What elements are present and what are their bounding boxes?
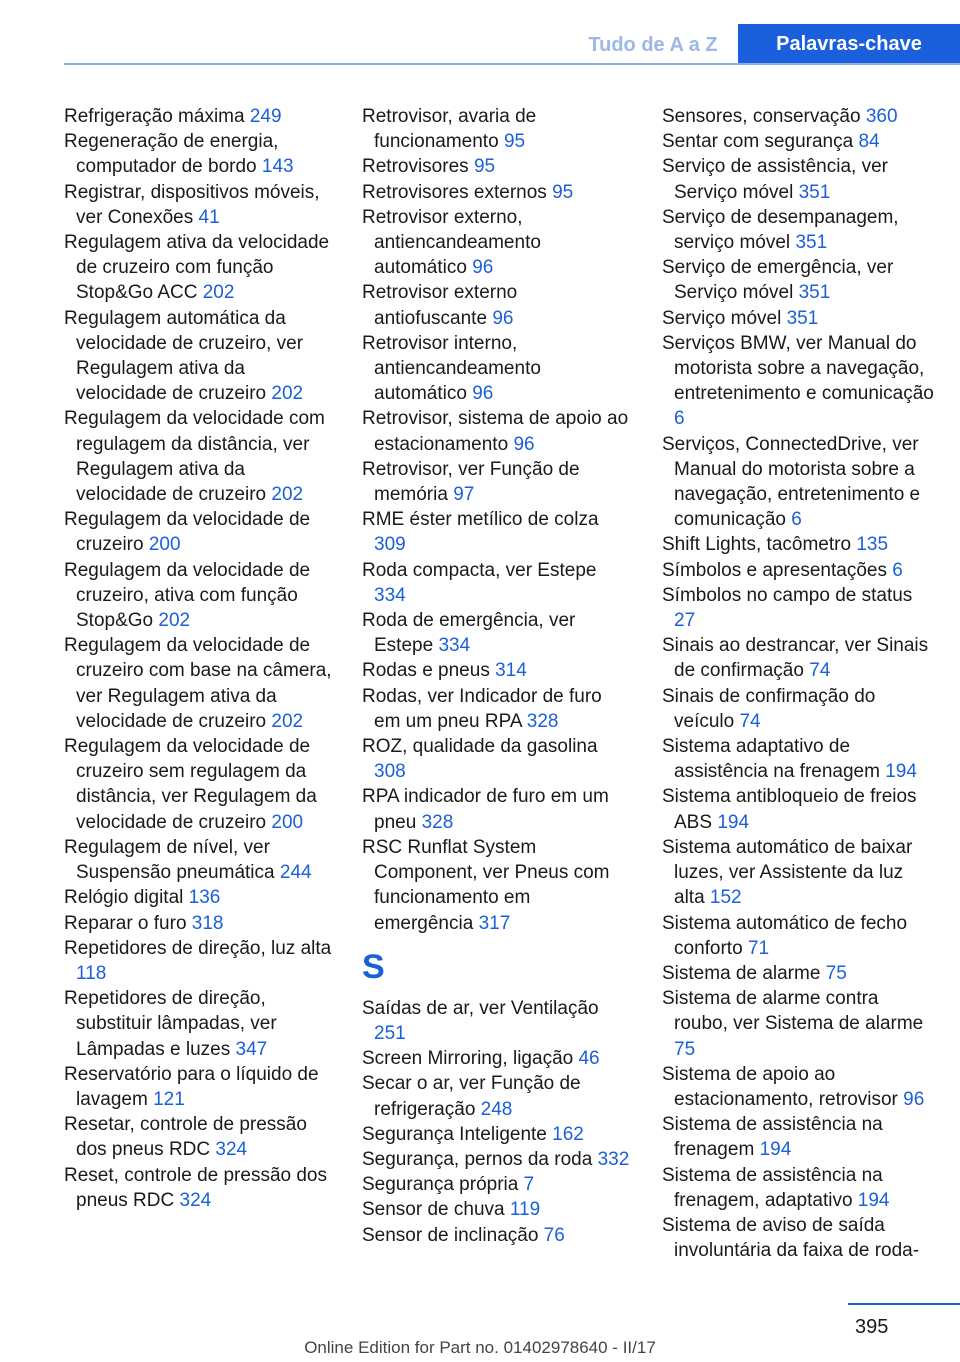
footer-rule	[848, 1303, 960, 1305]
page-link[interactable]: 75	[825, 962, 847, 984]
entry-text: Serviço de assistência, ver Serviço móvel	[662, 156, 888, 203]
entry-text: Rodas e pneus	[362, 660, 490, 682]
index-entry	[662, 205, 934, 255]
page-link[interactable]: 96	[513, 433, 535, 455]
index-entry	[662, 532, 934, 557]
entry-text: Retrovisor interno, antiencandeamento automático	[362, 332, 541, 405]
page-link[interactable]: 318	[191, 912, 224, 934]
entry-text: Retrovisor, ver Função de memória	[362, 458, 580, 506]
entry-text: Relógio digital	[64, 887, 184, 909]
entry-text: ROZ, qualidade da gasolina	[362, 736, 598, 758]
page-link[interactable]: 202	[271, 383, 304, 405]
entry-text: Reparar o furo	[64, 912, 187, 934]
edition-note: Online Edition for Part no. 01402978640 - II/17	[304, 1338, 656, 1357]
index-entry	[64, 104, 334, 129]
index-entry	[64, 885, 334, 910]
page-link[interactable]: 351	[786, 307, 819, 329]
entry-text: RME éster metílico de colza	[362, 509, 599, 531]
index-entry	[64, 1062, 334, 1112]
page-link[interactable]: 328	[421, 811, 454, 833]
index-entry	[362, 104, 632, 154]
index-entry	[662, 633, 934, 683]
entry-text: Sentar com segurança	[662, 131, 854, 153]
index-entry	[362, 406, 632, 456]
entry-text: Sensores, conservação	[662, 106, 861, 127]
entry-text: Segurança própria	[362, 1174, 519, 1196]
entry-text: Repetidores de direção, substituir lâmpadas, ver Lâmpadas e luzes	[64, 988, 277, 1060]
entry-text: Regulagem automática da velocidade de cruzeiro, ver Regulagem ativa da velocidade de cruzeiro	[64, 307, 304, 405]
index-entry	[64, 986, 334, 1062]
index-entry	[64, 406, 334, 507]
entry-text: Sistema de apoio ao estacionamento, retrovisor	[662, 1063, 898, 1110]
index-entry	[362, 180, 632, 205]
page-link[interactable]: 308	[374, 761, 406, 783]
index-entry	[362, 280, 632, 330]
page-link[interactable]: 351	[798, 181, 831, 203]
page-link[interactable]: 251	[374, 1022, 406, 1044]
page-link[interactable]: 202	[271, 484, 304, 506]
page-link[interactable]: 314	[495, 660, 527, 682]
page-link[interactable]: 351	[795, 232, 828, 254]
entry-text: Roda compacta, ver Estepe	[362, 559, 597, 581]
entry-text: Roda de emergência, ver Estepe	[362, 610, 576, 657]
index-entry	[64, 835, 334, 885]
page-link[interactable]: 351	[798, 282, 831, 304]
section-letter: S	[362, 947, 385, 986]
page-link[interactable]: 96	[472, 257, 494, 279]
index-entry	[64, 936, 334, 986]
page-link[interactable]: 118	[76, 962, 107, 984]
index-entry	[362, 1172, 632, 1197]
page-link[interactable]: 74	[809, 660, 831, 682]
index-entry	[662, 129, 934, 154]
entry-text: Regulagem da velocidade de cruzeiro com base na câmera, ver Regulagem ativa da velocidade de cruzeiro	[64, 635, 332, 732]
page-link[interactable]: 309	[374, 534, 406, 556]
index-entry	[64, 507, 334, 557]
index-entry	[662, 1163, 934, 1213]
entry-text: Reset, controle de pressão dos pneus RDC	[64, 1164, 327, 1211]
page-link[interactable]: 202	[271, 710, 304, 732]
index-entry	[362, 507, 632, 557]
entry-text: Serviço de desempanagem, serviço móvel	[662, 206, 899, 254]
page-link[interactable]: 84	[858, 131, 880, 153]
index-entry	[662, 835, 934, 911]
page-link[interactable]: 95	[503, 131, 526, 153]
page-link[interactable]: 96	[903, 1088, 925, 1110]
entry-text: Rodas, ver Indicador de furo em um pneu RPA	[362, 685, 602, 732]
page-link[interactable]: 121	[153, 1088, 185, 1110]
page-link[interactable]: 194	[717, 811, 750, 833]
entry-text: Sistema antibloqueio de freios ABS	[662, 786, 917, 833]
index-entry	[662, 331, 934, 432]
page-link[interactable]: 6	[791, 509, 802, 531]
index-entry	[64, 180, 334, 230]
index-entry	[64, 129, 334, 179]
index-entry	[362, 154, 632, 179]
entry-text: Serviços, ConnectedDrive, ver Manual do motorista sobre a navegação, entretenimento e comunicação	[662, 433, 921, 531]
index-entry	[662, 986, 934, 1062]
entry-text: Retrovisores	[362, 156, 469, 178]
page-link[interactable]: 162	[552, 1123, 584, 1145]
entry-text: Sistema de assistência na frenagem, adaptativo	[662, 1164, 883, 1211]
index-entry	[64, 230, 334, 306]
index-entry	[64, 911, 334, 936]
entry-text: Screen Mirroring, ligação	[362, 1048, 574, 1070]
index-entry	[662, 684, 934, 734]
entry-text: Segurança Inteligente	[362, 1123, 547, 1145]
entry-text: Retrovisor, avaria de funcionamento	[362, 106, 537, 153]
index-entry	[662, 1112, 934, 1162]
index-column-1	[64, 104, 334, 1213]
entry-text: Retrovisor, sistema de apoio ao estacionamento	[362, 408, 629, 455]
page-link[interactable]: 324	[215, 1139, 248, 1161]
page-link[interactable]: 6	[674, 408, 685, 430]
index-entry	[362, 1071, 632, 1121]
entry-text: Retrovisor externo, antiencandeamento automático	[362, 206, 541, 279]
entry-text: Sinais de confirmação do veículo	[662, 685, 876, 732]
index-entry	[64, 734, 334, 835]
entry-text: Serviço móvel	[662, 307, 782, 329]
index-entry	[362, 457, 632, 507]
index-entry	[64, 558, 334, 634]
page-link[interactable]: 332	[597, 1148, 630, 1170]
entry-text: Secar o ar, ver Função de refrigeração	[362, 1073, 581, 1120]
index-entry	[362, 608, 632, 658]
index-entry	[662, 784, 934, 834]
index-entry	[662, 306, 934, 331]
entry-text: Sensor de chuva	[362, 1199, 505, 1221]
entry-text: Reservatório para o líquido de lavagem	[64, 1063, 319, 1110]
entry-text: Regulagem de nível, ver Suspensão pneumática	[64, 836, 275, 884]
entry-text: Shift Lights, tacômetro	[662, 534, 852, 556]
entry-text: Sistema de alarme	[662, 962, 821, 984]
tab-keywords[interactable]: Palavras-chave	[738, 24, 960, 64]
page-link[interactable]: 317	[478, 912, 511, 934]
page-link[interactable]: 6	[892, 559, 903, 581]
page-link[interactable]: 360	[865, 106, 898, 127]
entry-text: Sistema automático de fecho conforto	[662, 912, 908, 959]
page-link[interactable]: 96	[472, 383, 494, 405]
entry-text: Sensor de inclinação	[362, 1224, 539, 1246]
index-entry	[662, 961, 934, 986]
index-entry	[362, 684, 632, 734]
page-link[interactable]: 334	[438, 635, 471, 657]
index-entry	[662, 734, 934, 784]
page-link[interactable]: 194	[885, 761, 917, 783]
index-entry	[662, 1062, 934, 1112]
entry-text: Regeneração de energia, computador de bordo	[64, 131, 279, 178]
page-link[interactable]: 95	[473, 156, 496, 178]
entry-text: Sinais ao destrancar, ver Sinais de confirmação	[662, 635, 929, 682]
index-entry	[64, 306, 334, 407]
page-link[interactable]: 143	[261, 156, 294, 178]
page-link[interactable]: 71	[747, 937, 770, 959]
index-entry	[662, 911, 934, 961]
index-entry	[64, 633, 334, 734]
page-link[interactable]: 200	[148, 534, 181, 556]
index-entry	[662, 154, 934, 204]
entry-text: Regulagem ativa da velocidade de cruzeiro com função Stop&Go ACC	[64, 232, 330, 304]
entry-text: Regulagem da velocidade de cruzeiro	[64, 509, 311, 556]
entry-text: Resetar, controle de pressão dos pneus RDC	[64, 1114, 307, 1161]
index-entry	[362, 1122, 632, 1147]
entry-text: Regulagem da velocidade de cruzeiro sem regulagem da distância, ver Regulagem da velocidade de cruzeiro	[64, 736, 317, 833]
entry-text: Segurança, pernos da roda	[362, 1148, 593, 1170]
index-entry	[362, 205, 632, 281]
index-entry	[362, 734, 632, 784]
index-entry	[662, 558, 934, 583]
index-entry	[362, 996, 632, 1046]
entry-text: Símbolos no campo de status	[662, 584, 913, 606]
page-link[interactable]: 41	[198, 206, 220, 228]
index-entry	[362, 1223, 632, 1248]
entry-text: Sistema adaptativo de assistência na frenagem	[662, 736, 880, 783]
page-link[interactable]: 194	[857, 1189, 890, 1211]
index-entry	[362, 558, 632, 608]
page-link[interactable]: 96	[492, 307, 514, 329]
entry-text: RSC Runflat System Component, ver Pneus com funcionamento em emergência	[362, 836, 610, 934]
page-link[interactable]: 97	[453, 484, 475, 506]
entry-text: Refrigeração máxima	[64, 106, 245, 127]
index-entry	[662, 583, 934, 633]
page-link[interactable]: 152	[709, 887, 742, 909]
page-link[interactable]: 75	[674, 1038, 696, 1060]
page-link[interactable]: 95	[552, 181, 574, 203]
entry-text: Sistema de alarme contra roubo, ver Sistema de alarme	[662, 988, 924, 1035]
page-link[interactable]: 136	[188, 887, 221, 909]
entry-text: Regulagem da velocidade com regulagem da distância, ver Regulagem ativa da velocidade de cruzeiro	[64, 408, 325, 506]
page-link[interactable]: 135	[856, 534, 889, 556]
page-link[interactable]: 46	[578, 1048, 600, 1070]
entry-text: Retrovisores externos	[362, 181, 547, 203]
entry-text: Serviço de emergência, ver Serviço móvel	[662, 257, 894, 304]
index-entry	[662, 1213, 934, 1263]
page-link[interactable]: 194	[759, 1139, 792, 1161]
index-entry	[662, 104, 934, 129]
index-entry	[362, 835, 632, 936]
page-link[interactable]: 76	[543, 1224, 565, 1246]
page-link[interactable]: 324	[179, 1189, 212, 1211]
page-link[interactable]: 200	[271, 811, 304, 833]
page-link[interactable]: 328	[526, 710, 559, 732]
page-number: 395	[855, 1316, 889, 1338]
page-link[interactable]: 334	[374, 584, 406, 606]
entry-text: Repetidores de direção, luz alta	[64, 937, 332, 959]
page-link[interactable]: 202	[202, 282, 235, 304]
index-entry	[362, 331, 632, 407]
index-column-2	[362, 104, 632, 1248]
entry-text: Símbolos e apresentações	[662, 559, 887, 581]
page-link[interactable]: 7	[523, 1174, 535, 1196]
index-entry	[362, 1046, 632, 1071]
index-entry	[662, 432, 934, 533]
index-entry	[362, 784, 632, 834]
page-link[interactable]: 248	[480, 1098, 513, 1120]
entry-text: RPA indicador de furo em um pneu	[362, 786, 609, 833]
index-entry	[662, 255, 934, 305]
page-link[interactable]: 202	[158, 610, 191, 632]
index-entry	[64, 1112, 334, 1162]
index-entry	[64, 1163, 334, 1213]
entry-text: Saídas de ar, ver Ventilação	[362, 997, 599, 1019]
tab-index[interactable]: Tudo de A a Z	[588, 33, 718, 56]
index-entry	[362, 658, 632, 683]
page-link[interactable]: 27	[674, 610, 696, 632]
index-column-3	[662, 104, 934, 1263]
entry-text: Serviços BMW, ver Manual do motorista sobre a navegação, entretenimento e comunicação	[662, 332, 934, 405]
page-link[interactable]: 74	[739, 710, 761, 732]
entry-text: Sistema de aviso de saída involuntária da faixa de roda-	[662, 1214, 920, 1262]
index-entry	[362, 1197, 632, 1222]
entry-text: Sistema de assistência na frenagem	[662, 1114, 883, 1161]
entry-text: Registrar, dispositivos móveis, ver Conexões	[64, 181, 320, 228]
page-link[interactable]: 249	[249, 106, 282, 127]
page-link[interactable]: 119	[509, 1199, 541, 1221]
entry-text: Regulagem da velocidade de cruzeiro, ativa com função Stop&Go	[64, 559, 311, 632]
header-rule	[64, 63, 960, 65]
index-entry	[362, 1147, 632, 1172]
page-link[interactable]: 347	[235, 1038, 268, 1060]
entry-text: Retrovisor externo antiofuscante	[362, 282, 518, 329]
page-link[interactable]: 244	[279, 862, 312, 884]
entry-text: Sistema automático de baixar luzes, ver Assistente da luz alta	[662, 836, 913, 909]
